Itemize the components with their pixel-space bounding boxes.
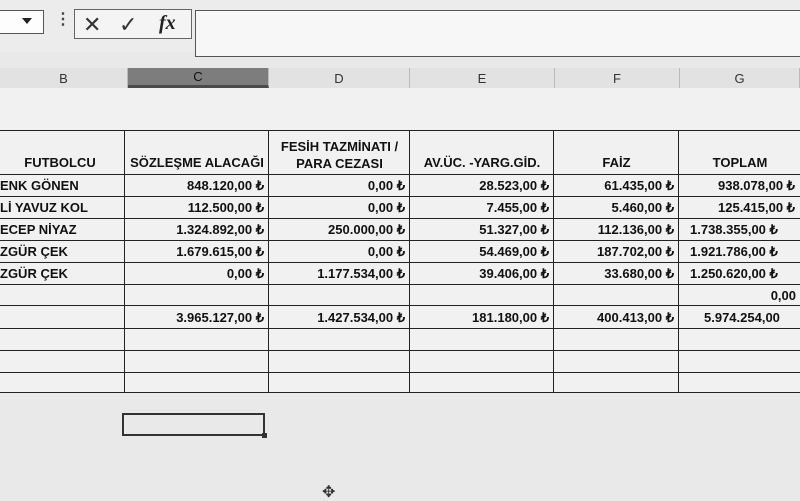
header-fesih-line1: FESİH TAZMİNATI / [280,139,399,154]
table-cell[interactable]: 1.679.615,00 ₺ [176,244,264,259]
active-cell-selection[interactable] [122,413,265,436]
column-header-c[interactable]: C [128,68,269,88]
column-header-d[interactable]: D [269,68,410,88]
table-row-name[interactable]: ZGÜR ÇEK [0,244,68,259]
border-line [0,240,800,241]
table-cell[interactable]: 187.702,00 ₺ [597,244,674,259]
table-cell[interactable]: 5.460,00 ₺ [611,200,674,215]
table-row-name[interactable]: ECEP NİYAZ [0,222,77,237]
table-row-name[interactable]: Lİ YAVUZ KOL [0,200,88,215]
table-cell[interactable]: 112.500,00 ₺ [187,200,264,215]
table-cell[interactable]: 1.177.534,00 ₺ [317,266,405,281]
chevron-down-icon[interactable] [22,18,32,24]
table-cell[interactable]: 0,00 ₺ [367,178,405,193]
insert-function-icon[interactable]: fx [159,12,176,34]
table-row-name[interactable]: ENK GÖNEN [0,178,79,193]
table-cell[interactable]: 125.415,00 ₺ [718,200,795,215]
more-options-icon[interactable]: ⋮ [55,11,71,28]
header-futbolcu: FUTBOLCU [24,155,96,170]
table-cell[interactable]: 61.435,00 ₺ [604,178,674,193]
header-toplam: TOPLAM [712,155,768,170]
column-header-e[interactable]: E [410,68,555,88]
border-line [124,130,125,392]
fill-handle[interactable] [262,433,267,438]
border-line [678,130,679,392]
table-cell[interactable]: 848.120,00 ₺ [187,178,264,193]
border-line [0,196,800,197]
cursor-icon: ✥ [322,484,336,501]
border-line [0,305,800,306]
column-header-f[interactable]: F [555,68,680,88]
table-cell[interactable]: 39.406,00 ₺ [479,266,549,281]
total-cell[interactable]: 3.965.127,00 ₺ [176,310,264,325]
table-cell[interactable]: 0,00 ₺ [226,266,264,281]
border-line [0,218,800,219]
table-cell[interactable]: 1.738.355,00 ₺ [690,222,778,237]
border-line [553,130,554,392]
total-cell[interactable]: 181.180,00 ₺ [472,310,549,325]
table-cell[interactable]: 0,00 ₺ [367,244,405,259]
table-cell[interactable]: 938.078,00 ₺ [718,178,795,193]
formula-buttons [74,9,192,39]
table-cell[interactable]: 112.136,00 ₺ [597,222,674,237]
table-cell[interactable]: 33.680,00 ₺ [604,266,674,281]
table-cell[interactable]: 54.469,00 ₺ [479,244,549,259]
border-line [0,392,800,393]
border-line [409,130,410,392]
table-cell[interactable]: 1.921.786,00 ₺ [690,244,778,259]
formula-input[interactable] [195,10,800,57]
table-cell[interactable]: 250.000,00 ₺ [328,222,405,237]
border-line [0,262,800,263]
enter-icon[interactable]: ✓ [119,12,138,37]
total-cell[interactable]: 5.974.254,00 [704,310,780,325]
border-line [268,130,269,392]
table-row-name[interactable]: ZGÜR ÇEK [0,266,68,281]
header-sozlesme: SÖZLEŞME ALACAĞI [130,155,264,170]
table-cell[interactable]: 7.455,00 ₺ [486,200,549,215]
column-header-g[interactable]: G [680,68,800,88]
table-cell[interactable]: 0,00 ₺ [367,200,405,215]
total-cell[interactable]: 400.413,00 ₺ [597,310,674,325]
table-cell[interactable]: 1.250.620,00 ₺ [690,266,778,281]
header-faiz: FAİZ [602,155,631,170]
table-cell[interactable]: 51.327,00 ₺ [479,222,549,237]
cancel-icon[interactable]: ✕ [83,12,102,37]
border-line [0,372,800,373]
border-line [0,350,800,351]
border-line [0,174,800,175]
header-avuc: AV.ÜC. -YARG.GİD. [423,155,541,170]
header-fesih-line2: PARA CEZASI [296,156,383,171]
border-line [0,284,800,285]
table-cell[interactable]: 28.523,00 ₺ [479,178,549,193]
table-cell[interactable]: 1.324.892,00 ₺ [176,222,264,237]
border-line [0,130,800,131]
total-cell[interactable]: 1.427.534,00 ₺ [317,310,405,325]
column-header-b[interactable]: B [0,68,128,88]
border-line [0,328,800,329]
table-cell[interactable]: 0,00 [770,288,796,303]
formula-bar [0,0,800,52]
